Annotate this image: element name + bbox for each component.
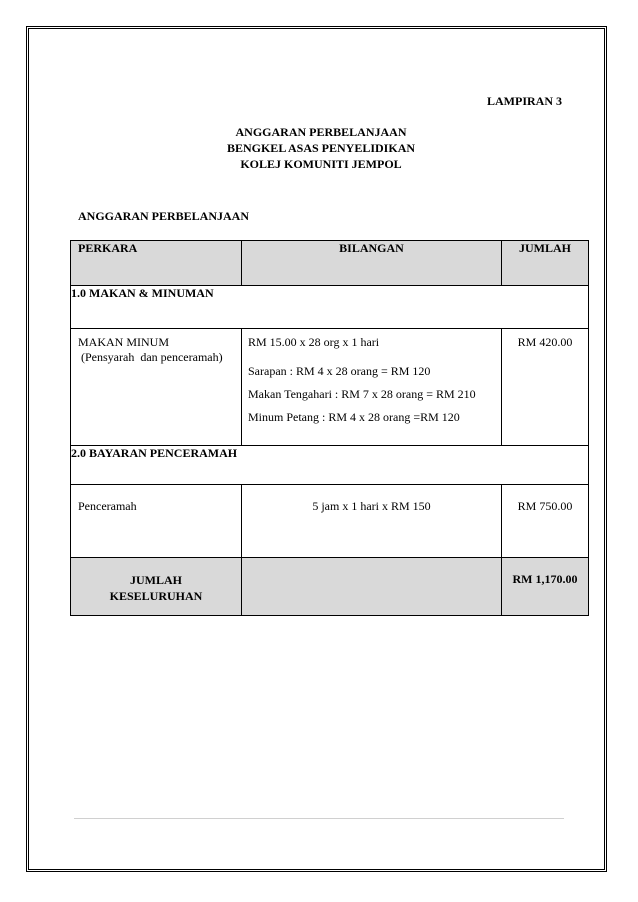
section-bayaran-penceramah: 2.0 BAYARAN PENCERAMAH [71,446,589,485]
table-header-row [71,241,589,286]
header-bilangan: BILANGAN [242,241,502,286]
appendix-label: LAMPIRAN 3 [487,94,562,108]
calc-makan-tengahari: Makan Tengahari : RM 7 x 28 orang = RM 210 [248,387,476,401]
section-row-bayaran [71,446,589,485]
header-jumlah: JUMLAH [502,241,589,286]
calc-sarapan: Sarapan : RM 4 x 28 orang = RM 120 [248,364,431,378]
calc-minum-petang: Minum Petang : RM 4 x 28 orang =RM 120 [248,410,460,424]
heading-line-2: BENGKEL ASAS PENYELIDIKAN [226,141,416,155]
footer-divider [74,818,564,819]
total-label-line-1: JUMLAH [130,573,182,587]
total-amount: RM 1,170.00 [502,558,589,616]
item-penceramah: Penceramah [71,485,242,558]
item-makan-minum [71,329,242,446]
total-label-line-2: KESELURUHAN [109,589,203,603]
heading-line-1: ANGGARAN PERBELANJAAN [235,125,407,139]
heading-line-3: KOLEJ KOMUNITI JEMPOL [240,157,402,171]
budget-table [70,240,589,616]
section-row-makan [71,286,589,329]
item-subtitle: (Pensyarah dan penceramah) [78,350,223,364]
item-amount: RM 750.00 [502,485,589,558]
item-calculation [242,329,502,446]
item-name: MAKAN MINUM [78,335,170,349]
calc-main: RM 15.00 x 28 org x 1 hari [248,335,380,349]
total-empty-cell [242,558,502,616]
total-row [71,558,589,616]
section-makan-minuman: 1.0 MAKAN & MINUMAN [71,286,589,329]
item-amount: RM 420.00 [502,329,589,446]
item-calculation: 5 jam x 1 hari x RM 150 [242,485,502,558]
header-perkara: PERKARA [71,241,242,286]
section-title: ANGGARAN PERBELANJAAN [78,209,250,223]
total-label [71,558,242,616]
table-row [71,485,589,558]
document-heading [0,124,638,172]
table-row [71,329,589,446]
